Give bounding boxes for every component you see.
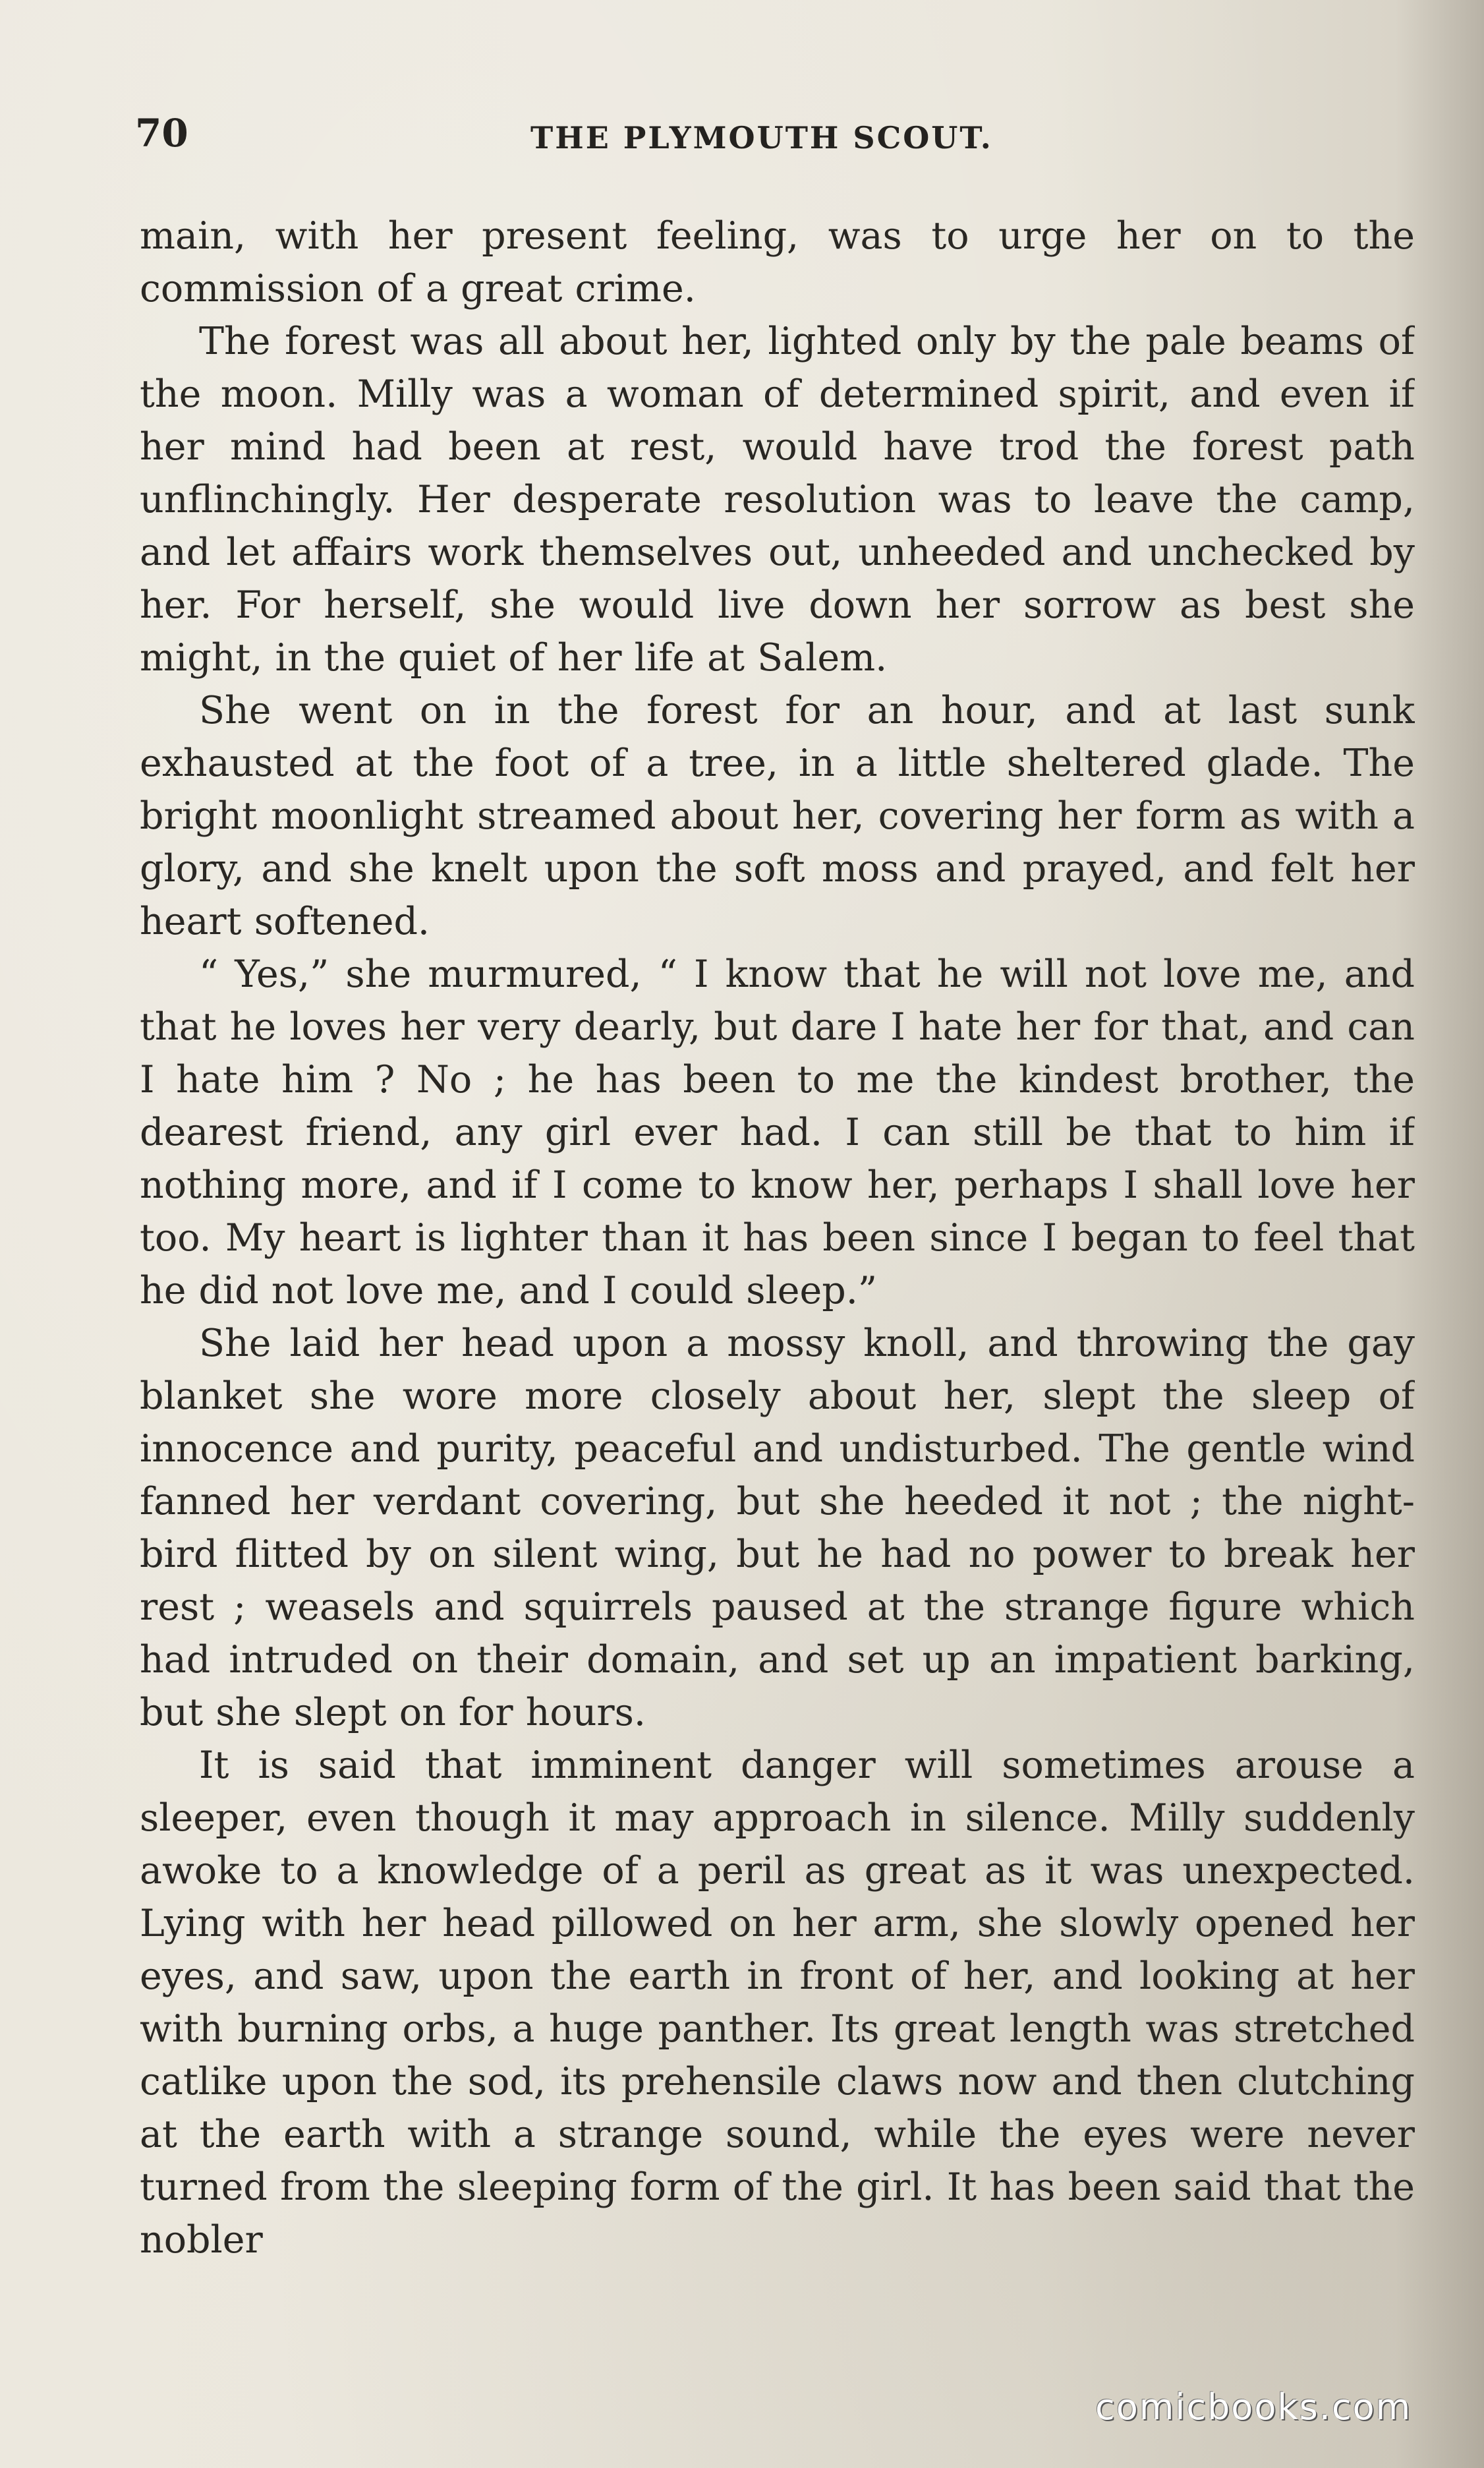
paragraph: She went on in the forest for an hour, and at last sunk exhausted at the foot of a tree, in a little sheltered glade. The bright moonlight streamed about her, covering her form as with a glory, and she knelt upon the soft moss and prayed, and felt her heart softened. <box>140 689 1415 943</box>
page-number: 70 <box>135 111 188 156</box>
paragraph: It is said that imminent danger will sometimes arouse a sleeper, even though it may approach in silence. Milly suddenly awoke to a knowledge of a peril as great as it was unexpected. Lying with her head pillowed on her arm, she slowly opened her eyes, and saw, upon the earth in front of her, and looking at her with burning orbs, a huge panther. Its great length was stretched catlike upon the sod, its prehensile claws now and then clutching at the earth with a strange sound, while the eyes were never turned from the sleeping form of the girl. It has been said that the nobler <box>140 1744 1415 2262</box>
page-header <box>135 111 1417 170</box>
watermark: comicbooks.com <box>1095 2386 1412 2428</box>
paragraph: The forest was all about her, lighted only by the pale beams of the moon. Milly was a woman of determined spirit, and even if her mind had been at rest, would have trod the forest path unflinchingly. Her desperate resolution was to leave the camp, and let affairs work themselves out, unheeded and unchecked by her. For herself, she would live down her sorrow as best she might, in the quiet of her life at Salem. <box>140 320 1415 680</box>
paragraph: She laid her head upon a mossy knoll, and throwing the gay blanket she wore more closely about her, slept the sleep of innocence and purity, peaceful and undisturbed. The gentle wind fanned her verdant covering, but she heeded it not ; the night-bird flitted by on silent wing, but he had no power to break her rest ; weasels and squirrels paused at the strange figure which had intruded on their domain, and set up an impatient barking, but she slept on for hours. <box>140 1322 1415 1734</box>
paragraph: main, with her present feeling, was to urge her on to the commission of a great crime. <box>140 214 1415 310</box>
running-head: THE PLYMOUTH SCOUT. <box>530 120 993 156</box>
paragraph: “ Yes,” she murmured, “ I know that he will not love me, and that he loves her very dearly, but dare I hate her for that, and can I hate him ? No ; he has been to me the kindest brother, the dearest friend, any girl ever had. I can still be that to him if nothing more, and if I come to know her, perhaps I shall love her too. My heart is lighter than it has been since I began to feel that he did not love me, and I could sleep.” <box>140 953 1415 1312</box>
body-text <box>140 210 1415 2339</box>
